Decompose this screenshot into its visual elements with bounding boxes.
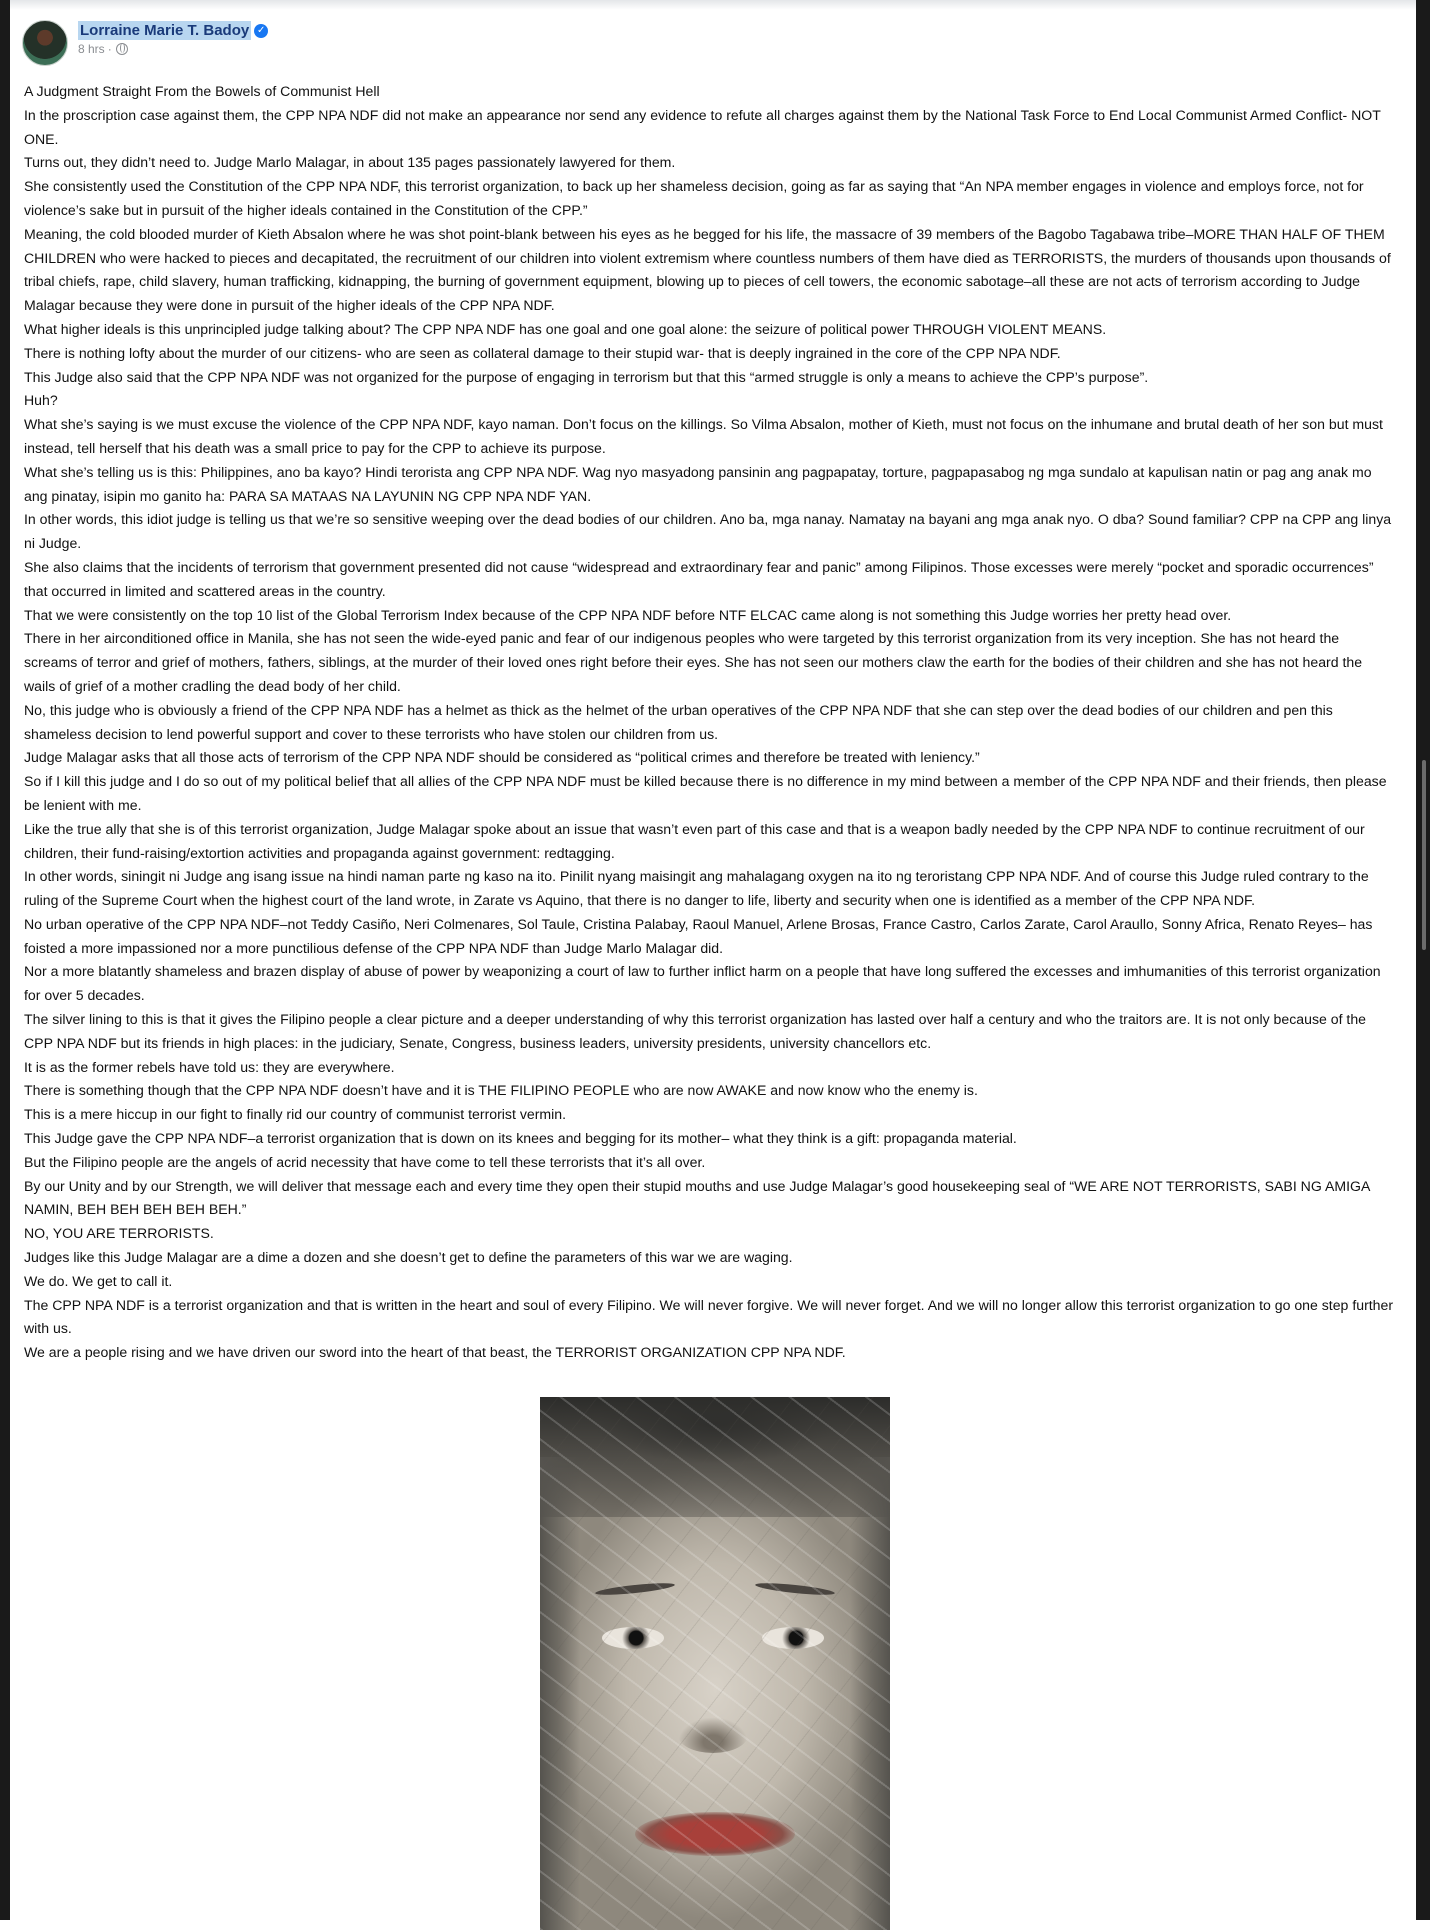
post-paragraph: No urban operative of the CPP NPA NDF–not Teddy Casiño, Neri Colmenares, Sol Taule, Cristina Palabay, Raoul Manuel, Arlene Brosas, France Castro, Carlos Zarate, Carol Araullo, Sonny Africa, Renato Reyes– has foisted a more impassioned nor a more punctilious defense of the CPP NPA NDF than Judge Marlo Malagar did. [24, 915, 1373, 956]
globe-icon[interactable] [116, 43, 128, 55]
scrollbar-thumb[interactable] [1422, 760, 1426, 950]
post-paragraph: We do. We get to call it. [24, 1272, 173, 1289]
post-paragraph: That we were consistently on the top 10 list of the Global Terrorism Index because of the CPP NPA NDF before NTF ELCAC came along is not something this Judge worries her pretty head over. [24, 606, 1232, 623]
post-paragraph: A Judgment Straight From the Bowels of Communist Hell [24, 83, 380, 99]
facebook-post [10, 10, 1416, 1920]
post-paragraph: Judge Malagar asks that all those acts of terrorism of the CPP NPA NDF should be considered as “political crimes and therefore be treated with leniency.” [24, 749, 980, 766]
post-paragraph: It is as the former rebels have told us: they are everywhere. [24, 1058, 395, 1075]
window-frame-right [1416, 0, 1430, 1920]
author-name-link[interactable]: Lorraine Marie T. Badoy [80, 22, 250, 39]
post-paragraph: She consistently used the Constitution of the CPP NPA NDF, this terrorist organization, to back up her shameless decision, going as far as saying that “An NPA member engages in violence and employs force, not for violence’s sake but in pursuit of the higher ideals contained in the Constitution of the CPP.” [24, 178, 1364, 218]
post-paragraph: NO, YOU ARE TERRORISTS. [24, 1225, 214, 1242]
post-paragraph: We are a people rising and we have driven our sword into the heart of that beast, the TERRORIST ORGANIZATION CPP NPA NDF. [24, 1344, 846, 1361]
post-paragraph: She also claims that the incidents of terrorism that government presented did not cause “widespread and extraordinary fear and panic” among Filipinos. Those excesses were merely “pocket and sporadic occurrences” that occurred in limited and scattered areas in the country. [24, 558, 1374, 599]
post-paragraph: Meaning, the cold blooded murder of Kieth Absalon where he was shot point-blank between his eyes as he begged for his life, the massacre of 39 members of the Bagobo Tagabawa tribe–MORE THAN HALF OF THEM CHILDREN who were hacked to pieces and decapitated, the recruitment of our children into violent extremism where countless numbers of them have died as TERRORISTS, the murders of thousands upon thousands of tribal chiefs, rape, child slavery, human trafficking, kidnapping, the burning of government equipment, blowing up to pieces of cell towers, the economic sabotage–all these are not acts of terrorism according to Judge Malagar because they were done in pursuit of the higher ideals of the CPP NPA NDF. [24, 225, 1391, 314]
post-paragraph: So if I kill this judge and I do so out of my political belief that all allies of the CPP NPA NDF must be killed because there is no difference in my mind between a member of the CPP NPA NDF and their friends, then please be lenient with me. [24, 773, 1387, 813]
post-paragraph: The CPP NPA NDF is a terrorist organization and that is written in the heart and soul of every Filipino. We will never forgive. We will never forget. And we will no longer allow this terrorist organization to go one step further with us. [24, 1296, 1394, 1337]
post-paragraph: What she’s saying is we must excuse the violence of the CPP NPA NDF, kayo naman. Don’t focus on the killings. So Vilma Absalon, mother of Kieth, must not focus on the inhumane and brutal death of her son but must instead, tell herself that his death was a small price to pay for the CPP to achieve its purpose. [24, 416, 1383, 456]
post-paragraph: What higher ideals is this unprincipled judge talking about? The CPP NPA NDF has one goal and one goal alone: the seizure of political power THROUGH VIOLENT MEANS. [24, 320, 1107, 337]
post-paragraph: Judges like this Judge Malagar are a dime a dozen and she doesn’t get to define the parameters of this war we are waging. [24, 1249, 793, 1266]
verified-badge-icon: ✓ [254, 24, 268, 38]
post-paragraph: This Judge gave the CPP NPA NDF–a terrorist organization that is down on its knees and begging for its mother– what they think is a gift: propaganda material. [24, 1130, 1017, 1147]
post-paragraph: Like the true ally that she is of this terrorist organization, Judge Malagar spoke about an issue that wasn’t even part of this case and that is a weapon badly needed by the CPP NPA NDF to continue recruitment of our children, their fund-raising/extortion activities and propaganda against government: redtagging. [24, 820, 1365, 861]
author-line [78, 21, 268, 40]
post-paragraph: There in her airconditioned office in Manila, she has not seen the wide-eyed panic and fear of our indigenous peoples who were targeted by this terrorist organization from its very inception. She has not heard the screams of terror and grief of mothers, fathers, siblings, at the murder of their loved ones right before their eyes. She has not seen our mothers claw the earth for the bodies of their children and she has not heard the wails of grief of a mother cradling the dead body of her child. [24, 630, 1363, 694]
post-paragraph: This Judge also said that the CPP NPA NDF was not organized for the purpose of engaging in terrorism but that this “armed struggle is only a means to achieve the CPP’s purpose”. [24, 368, 1149, 385]
post-paragraph: Nor a more blatantly shameless and brazen display of abuse of power by weaponizing a court of law to further inflict harm on a people that have long suffered the excesses and imhumanities of this terrorist organization for over 5 decades. [24, 963, 1381, 1004]
post-paragraph: There is something though that the CPP NPA NDF doesn’t have and it is THE FILIPINO PEOPLE who are now AWAKE and now know who the enemy is. [24, 1082, 978, 1099]
photo-crackle-texture [540, 1397, 890, 1930]
post-paragraph: No, this judge who is obviously a friend of the CPP NPA NDF has a helmet as thick as the helmet of the urban operatives of the CPP NPA NDF that she can step over the dead bodies of our children and pen this shameless decision to lend powerful support and cover to these terrorists who have stolen our children from us. [24, 701, 1333, 742]
post-photo[interactable] [540, 1397, 890, 1930]
post-paragraph: This is a mere hiccup in our fight to finally rid our country of communist terrorist vermin. [24, 1106, 567, 1123]
post-paragraph: The silver lining to this is that it gives the Filipino people a clear picture and a deeper understanding of why this terrorist organization has lasted over half a century and who the traitors are. It is not only because of the CPP NPA NDF but its friends in high places: in the judiciary, Senate, Congress, business leaders, university presidents, university chancellors etc. [24, 1011, 1367, 1051]
post-paragraph: Turns out, they didn’t need to. Judge Marlo Malagar, in about 135 pages passionately lawyered for them. [24, 154, 676, 171]
top-shadow [10, 0, 1416, 10]
author-block [78, 21, 268, 56]
post-paragraph: By our Unity and by our Strength, we will deliver that message each and every time they open their stupid mouths and use Judge Malagar’s good housekeeping seal of “WE ARE NOT TERRORISTS, SABI NG AMIGA NAMIN, BEH BEH BEH BEH BEH.” [24, 1177, 1370, 1218]
author-avatar[interactable] [22, 20, 68, 66]
post-timestamp[interactable]: 8 hrs [78, 42, 105, 56]
meta-separator: · [107, 42, 112, 56]
post-paragraph: But the Filipino people are the angels of acrid necessity that have come to tell these terrorists that it’s all over. [24, 1153, 706, 1170]
post-meta [78, 42, 268, 56]
window-frame-left [0, 0, 10, 1920]
post-paragraph: Huh? [24, 392, 58, 409]
post-header [22, 20, 268, 68]
post-paragraph: In other words, this idiot judge is telling us that we’re so sensitive weeping over the dead bodies of our children. Ano ba, mga nanay. Namatay na bayani ang mga anak nyo. O dba? Sound familiar? CPP na CPP ang linya ni Judge. [24, 511, 1392, 552]
post-paragraph: There is nothing lofty about the murder of our citizens- who are seen as collateral damage to their stupid war- that is deeply ingrained in the core of the CPP NPA NDF. [24, 344, 1061, 361]
post-paragraph: In other words, siningit ni Judge ang isang issue na hindi naman parte ng kaso na ito. Pinilit nyang maisingit ang mahalagang oxygen na ito ng teroristang CPP NPA NDF. And of course this Judge ruled contrary to the ruling of the Supreme Court when the highest court of the land wrote, in Zarate vs Aquino, that there is no danger to life, liberty and security when one is identified as a member of the CPP NPA NDF. [24, 868, 1369, 909]
post-paragraph: In the proscription case against them, the CPP NPA NDF did not make an appearance nor send any evidence to refute all charges against them by the National Task Force to End Local Communist Armed Conflict- NOT ONE. [24, 106, 1381, 147]
post-body [24, 80, 1394, 1365]
post-paragraph: What she’s telling us is this: Philippines, ano ba kayo? Hindi terorista ang CPP NPA NDF. Wag nyo masyadong pansinin ang pagpapatay, torture, pagpapasabog ng mga sundalo at kapulisan natin or pag ang anak mo ang pinatay, isipin mo ganito ha: PARA SA MATAAS NA LAYUNIN NG CPP NPA NDF YAN. [24, 463, 1372, 504]
